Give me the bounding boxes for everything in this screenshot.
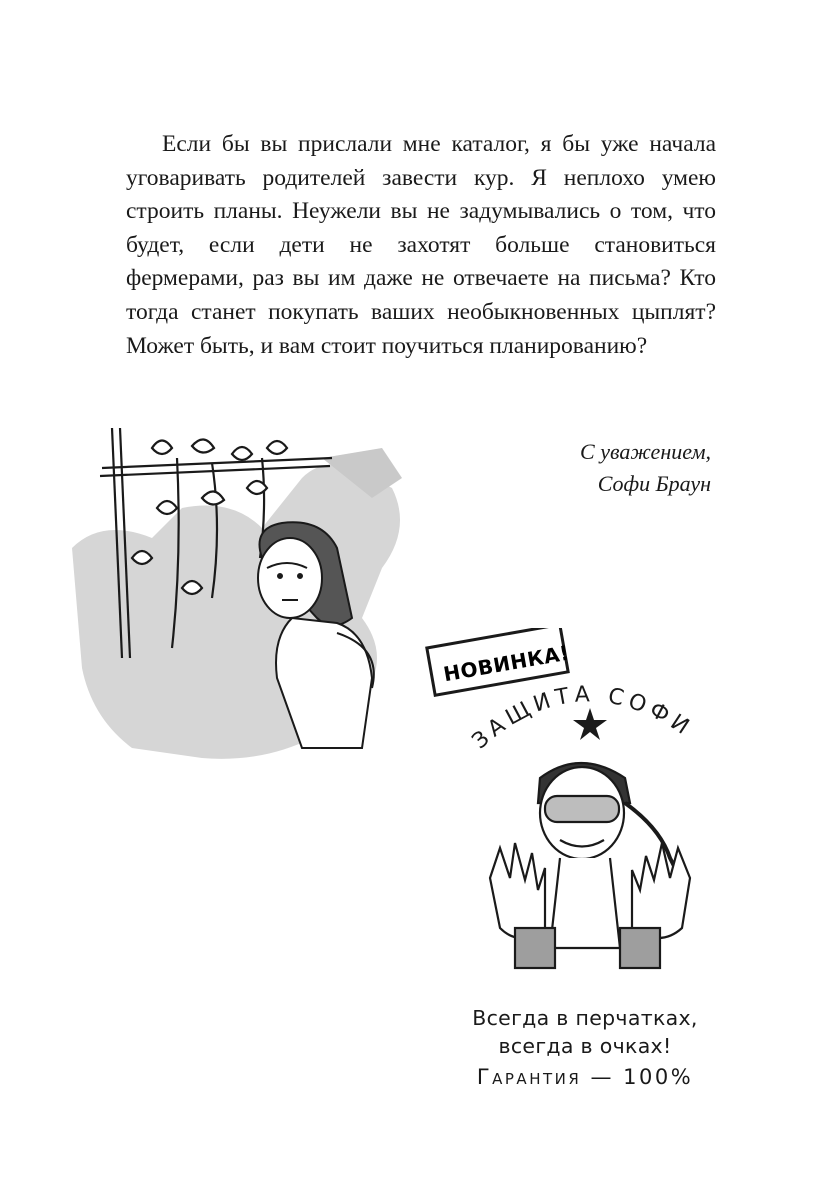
caption-line-3: Гарантия — 100% — [476, 1065, 694, 1089]
caption-line-1: Всегда в перчатках, — [472, 1006, 698, 1030]
novinka-badge — [427, 628, 571, 695]
star-icon — [573, 708, 607, 740]
badge-text: НОВИНКА! — [441, 640, 572, 687]
caption-line-2: всегда в очках! — [498, 1034, 672, 1058]
sophie-figure — [490, 763, 690, 968]
protection-caption — [440, 1004, 730, 1094]
signature-text: Софи Браун — [597, 471, 711, 496]
arc-title: ЗАЩИТА СОФИ — [467, 682, 698, 755]
letter-paragraph: Если бы вы прислали мне каталог, я бы уже начала уговаривать родителей завести кур. Я неплохо умею строить планы. Неужели вы не задумывались о том, что будет, если дети не захотят больше становиться фермерами, раз вы им даже не отвечаете на письма? Кто тогда станет покупать ваших необыкновенных цыплят? Может быть, и вам стоит поучиться планированию? — [126, 131, 716, 359]
girl-with-vines-illustration — [62, 418, 422, 788]
sophie-protection-illustration — [420, 628, 720, 998]
letter-signoff — [580, 436, 711, 500]
arc-title-text — [468, 682, 698, 754]
closing-text: С уважением, — [580, 439, 711, 464]
